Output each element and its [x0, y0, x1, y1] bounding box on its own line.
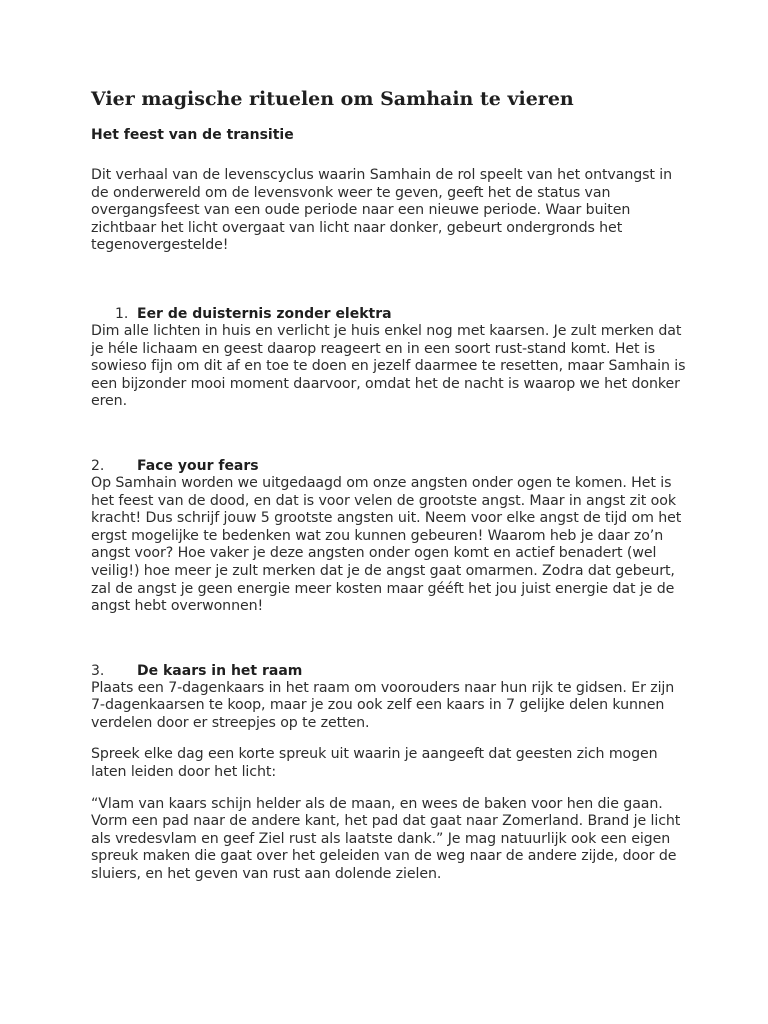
- intro-paragraph: Dit verhaal van de levenscyclus waarin Samhain de rol speelt van het ontvangst in de onderwereld om de levensvonk weer te geven, geeft het de status van overgangsfeest van een oude periode naar een nieuwe periode. Waar buiten zichtbaar het licht overgaat van licht naar donker, gebeurt ondergronds het tegenovergestelde!: [91, 167, 673, 254]
- section-3-paragraph-1: Plaats een 7-dagenkaars in het raam om voorouders naar hun rijk te gidsen. Er zijn 7-dagenkaarsen te koop, maar je zou ook zelf een kaars in 7 gelijke delen kunnen verdelen door er streepjes op te zetten.: [91, 679, 675, 731]
- section-3-paragraph-3: “Vlam van kaars schijn helder als de maan, en wees de baken voor hen die gaan. Vorm een pad naar de andere kant, het pad dat gaat naar Zomerland. Brand je licht als vredesvlam en geef Ziel rust als laatste dank.” Je mag natuurlijk ook een eigen spreuk maken die gaat over het geleiden van de weg naar de andere zijde, door de sluiers, en het geven van rust aan dolende zielen.: [91, 795, 681, 883]
- section-heading-2: [91, 457, 691, 475]
- section-number-1: 1.: [115, 305, 129, 322]
- section-title-3: De kaars in het raam: [137, 662, 303, 679]
- section-3-paragraph-2: Spreek elke dag een korte spreuk uit waarin je aangeeft dat geesten zich mogen laten leiden door het licht:: [91, 746, 658, 781]
- section-1-paragraph-1: Dim alle lichten in huis en verlicht je huis enkel nog met kaarsen. Je zult merken dat je héle lichaam en geest daarop reageert en in een soort rust-stand komt. Het is sowieso fijn om dit af en toe te doen en jezelf daarmee te resetten, maar Samhain is een bijzonder mooi moment daarvoor, omdat het de nacht is waarop we het donker eren.: [91, 322, 686, 410]
- section-heading-3: [91, 662, 691, 680]
- document-page: [91, 85, 691, 884]
- section-title-1: Eer de duisternis zonder elektra: [137, 305, 392, 322]
- section-2-paragraph-1: Op Samhain worden we uitgedaagd om onze angsten onder ogen te komen. Het is het feest van de dood, en dat is voor velen de grootste angst. Maar in angst zit ook kracht! Dus schrijf jouw 5 grootste angsten uit. Neem voor elke angst de tijd om het ergst mogelijke te bedenken wat zou kunnen gebeuren! Waarom heb je daar zo’n angst voor? Hoe vaker je deze angsten onder ogen komt en actief benadert (wel veilig!) hoe meer je zult merken dat je de angst gaat omarmen. Zodra dat gebeurt, zal de angst je geen energie meer kosten maar gééft het jou juist energie dat je de angst hebt overwonnen!: [91, 474, 682, 615]
- section-heading-1: [91, 305, 691, 323]
- section-title-2: Face your fears: [137, 457, 259, 474]
- section-number-3: 3.: [91, 662, 105, 679]
- section-number-2: 2.: [91, 457, 105, 474]
- document-subtitle: Het feest van de transitie: [91, 127, 294, 143]
- document-title: Vier magische rituelen om Samhain te vieren: [91, 88, 574, 110]
